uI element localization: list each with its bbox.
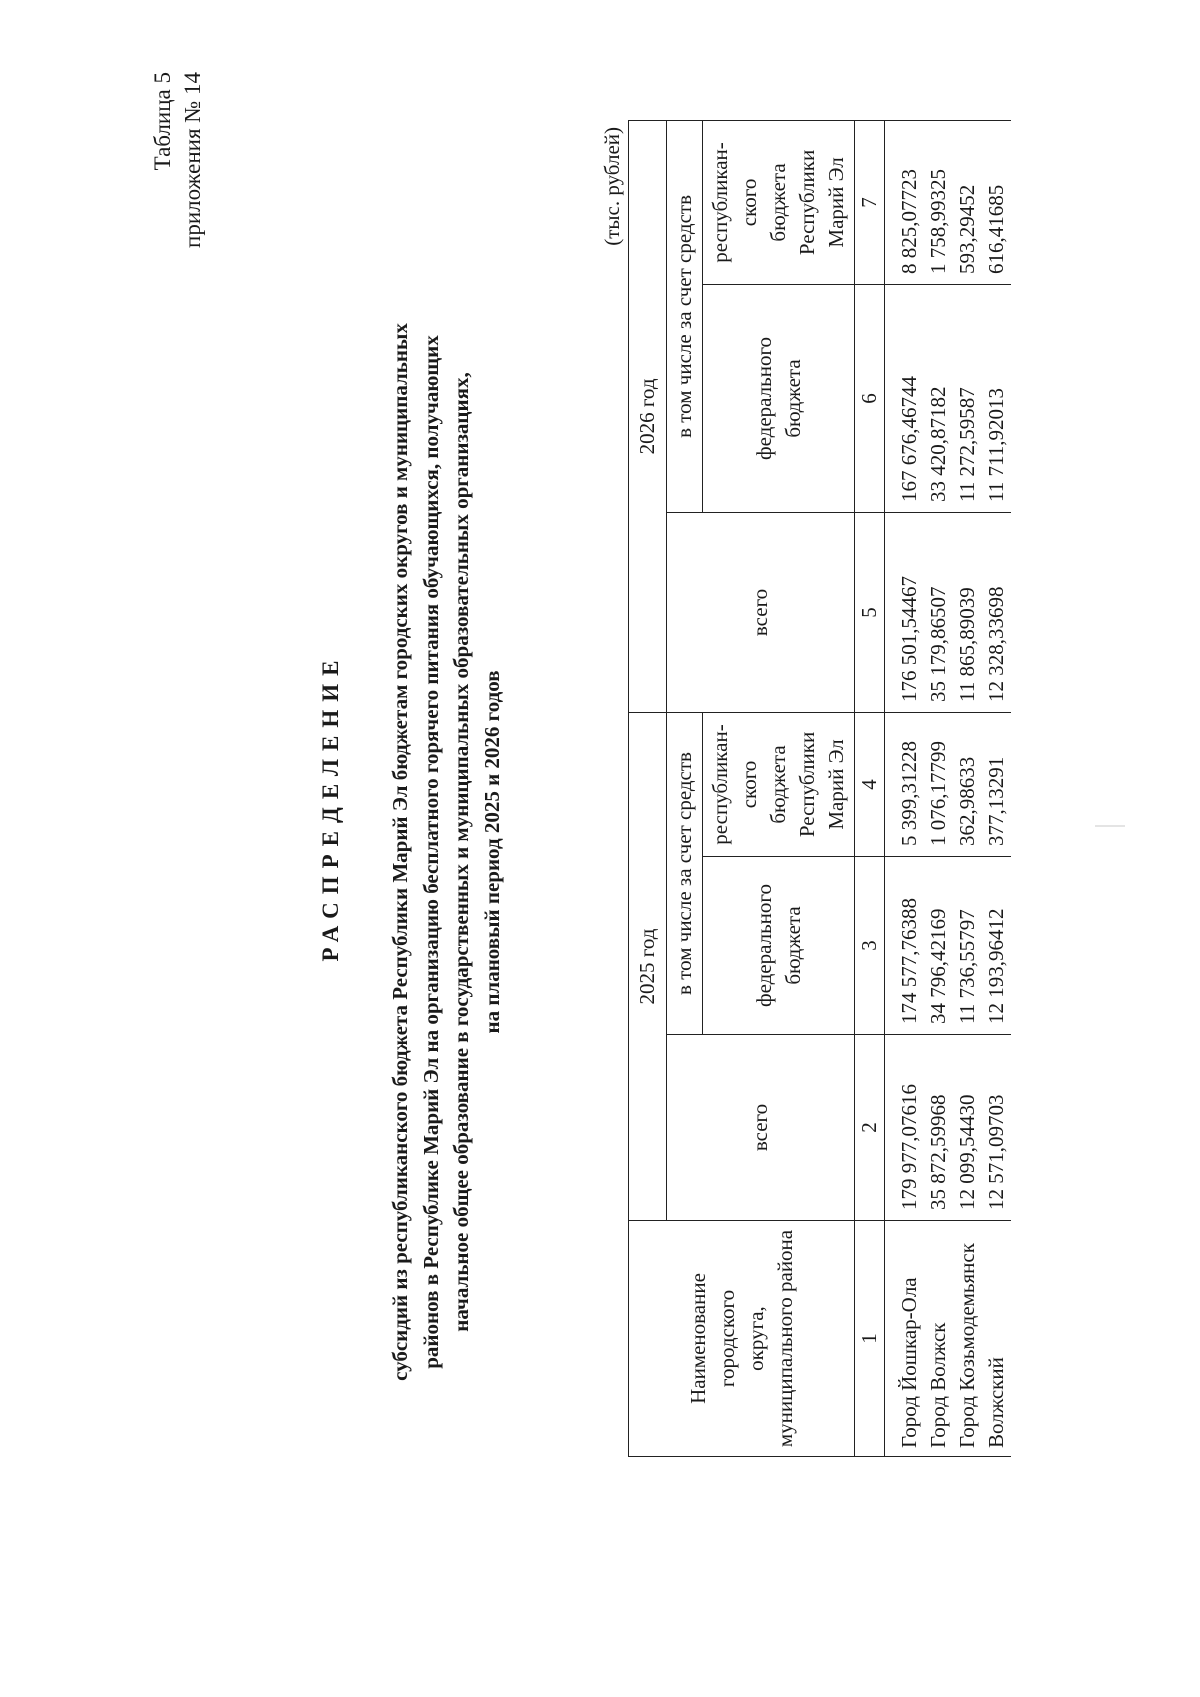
cell-republic-2025: 1 076,17799 [924,712,953,856]
column-number: 2 [855,1035,885,1221]
cell-total-2025: 179 977,07616 [885,1035,925,1221]
cell-total-2026: 11 865,89039 [953,512,982,712]
header-line: республикан- [708,724,732,845]
cell-republic-2025: 362,98633 [953,712,982,856]
column-number: 7 [855,120,885,284]
cell-total-2026: 35 179,86507 [924,512,953,712]
column-number: 6 [855,284,885,512]
column-number: 5 [855,512,885,712]
cell-republic-2026: 1 758,99325 [924,120,953,284]
cell-federal-2026: 167 676,46744 [885,284,925,512]
header-line: Марий Эл [824,739,848,830]
cell-total-2025: 35 872,59968 [924,1035,953,1221]
cell-federal-2025: 11 736,55797 [953,857,982,1035]
units-note: (тыс. рублей) [600,127,624,246]
document-subtitle [385,237,507,1467]
cell-republic-2026: 593,29452 [953,120,982,284]
header-line: Республики [795,731,819,838]
cell-district-name: Город Козьмодемьянск [953,1221,982,1457]
table-row [924,120,953,1456]
cell-district-name: Волжский [982,1221,1011,1457]
column-header-year-2026: 2026 год [629,120,667,712]
cell-total-2025: 12 099,54430 [953,1035,982,1221]
header-line: бюджета [766,745,790,824]
cell-total-2026: 12 328,33698 [982,512,1011,712]
table-row [982,120,1011,1456]
header-line: муниципального района [772,1229,797,1448]
column-header-federal-2026 [703,284,855,512]
cell-federal-2026: 33 420,87182 [924,284,953,512]
cell-republic-2026: 616,41685 [982,120,1011,284]
appendix-reference [148,72,208,272]
header-line: округа, [743,1306,768,1371]
table-number-label: Таблица 5 [150,72,175,171]
column-header-total-2026: всего [667,512,855,712]
column-header-name [629,1221,855,1457]
subsidy-distribution-table [628,120,1011,1457]
header-line: ского [737,760,761,809]
header-line: бюджета [780,359,805,438]
column-header-incl-2026: в том числе за счет средств [667,120,703,512]
column-header-total-2025: всего [667,1035,855,1221]
cell-republic-2025: 5 399,31228 [885,712,925,856]
header-line: федерального [751,336,776,460]
cell-republic-2026: 8 825,07723 [885,120,925,284]
cell-district-name: Город Волжск [924,1221,953,1457]
header-line: Республики [795,149,819,256]
header-line: бюджета [780,906,805,985]
column-header-republic-2026 [703,120,855,284]
header-line: Наименование городского [685,1273,739,1404]
table-row [885,120,925,1456]
header-line: бюджета [766,163,790,242]
subtitle-line: начальное общее образование в государственных и муниципальных образовательных организациях, [449,372,473,1332]
cell-federal-2025: 12 193,96412 [982,857,1011,1035]
cell-federal-2025: 34 796,42169 [924,857,953,1035]
column-number: 3 [855,857,885,1035]
subtitle-line: районов в Республике Марий Эл на организацию бесплатного горячего питания обучающихся, получающих [418,335,443,1369]
column-number: 4 [855,712,885,856]
cell-republic-2025: 377,13291 [982,712,1011,856]
header-line: ского [737,178,761,227]
header-line: федерального [751,883,776,1008]
subtitle-line: субсидий из республиканского бюджета Республики Марий Эл бюджетам городских округов и муниципальных [388,323,412,1381]
subtitle-line: на плановый период 2025 и 2026 годов [479,670,504,1034]
column-header-federal-2025 [703,857,855,1035]
column-number: 1 [855,1221,885,1457]
column-header-republic-2025 [703,712,855,856]
cell-federal-2026: 11 272,59587 [953,284,982,512]
document-heading: РАСПРЕДЕЛЕНИЕ [318,652,343,962]
header-line: республикан- [708,142,732,263]
cell-district-name: Город Йошкар-Ола [885,1221,925,1457]
scan-artifact [1095,825,1125,827]
header-line: Марий Эл [824,157,848,248]
column-header-incl-2025: в том числе за счет средств [667,712,703,1034]
cell-total-2026: 176 501,54467 [885,512,925,712]
appendix-number-label: приложения № 14 [180,72,205,248]
cell-federal-2026: 11 711,92013 [982,284,1011,512]
cell-total-2025: 12 571,09703 [982,1035,1011,1221]
column-header-year-2025: 2025 год [629,712,667,1220]
cell-federal-2025: 174 577,76388 [885,857,925,1035]
table-row [953,120,982,1456]
